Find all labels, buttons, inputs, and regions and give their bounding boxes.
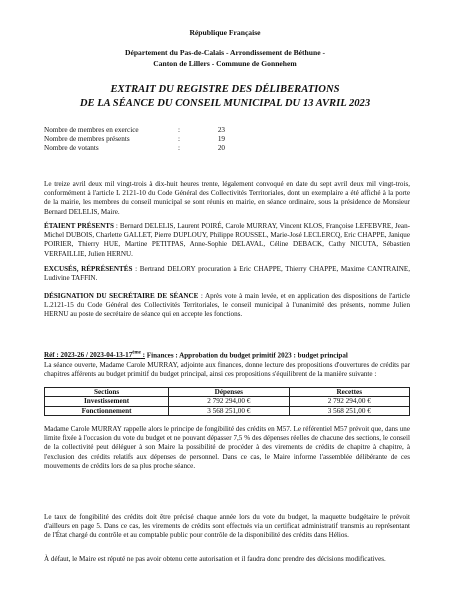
table-row bbox=[45, 406, 410, 415]
secretary-label: DÉSIGNATION DU SECRÉTAIRE DE SÉANCE bbox=[44, 292, 199, 300]
department-line-2: Canton de Lillers - Commune de Gonnehem bbox=[153, 58, 297, 68]
secretary-paragraph bbox=[44, 292, 410, 320]
table-header-cell: Dépenses bbox=[169, 388, 289, 397]
table-header-cell: Recettes bbox=[289, 388, 409, 397]
table-cell-section: Fonctionnement bbox=[45, 406, 169, 415]
department-line-1: Département du Pas-de-Calais - Arrondissement de Béthune - bbox=[124, 48, 326, 57]
stat-colon: : bbox=[178, 126, 180, 134]
stat-row bbox=[44, 135, 225, 144]
defaut-paragraph: À défaut, le Maire est réputé ne pas avoir obtenu cette autorisation et il faudra donc prendre des décisions modificatives. bbox=[44, 555, 386, 563]
stat-colon: : bbox=[178, 144, 180, 153]
table-cell-recettes: 2 792 294,00 € bbox=[289, 397, 409, 406]
presents-label: ÉTAIENT PRÉSENTS bbox=[44, 222, 114, 230]
budget-table bbox=[44, 387, 410, 416]
presents-paragraph bbox=[44, 222, 410, 259]
stat-value: 19 bbox=[217, 135, 225, 144]
department-header bbox=[0, 48, 450, 69]
stat-value: 23 bbox=[217, 126, 225, 134]
stat-row bbox=[44, 144, 225, 153]
reference-text: Finances : Approbation du budget primitif 2023 : budget principal bbox=[145, 351, 348, 360]
table-cell-depenses: 2 792 294,00 € bbox=[169, 397, 289, 406]
table-row bbox=[45, 397, 410, 406]
stat-label: Nombre de votants bbox=[44, 144, 99, 153]
excuses-text: : Bertrand DELORY procuration à Eric CHAPPE, Thierry CHAPPE, Maxime CANTRAINE, Ludivine TAFFIN. bbox=[44, 265, 410, 283]
stat-value: 20 bbox=[217, 144, 225, 153]
table-cell-section: Investissement bbox=[45, 397, 169, 406]
stat-label: Nombre de membres présents bbox=[44, 135, 130, 144]
reference-prefix: Réf : 2023-26 / 2023-04-13-17 bbox=[44, 351, 133, 360]
stat-colon: : bbox=[178, 135, 180, 144]
intro-paragraph: Le treize avril deux mil vingt-trois à dix-huit heures trente, légalement convoqué en date du sept avril deux mil vingt-trois, conformément à l'article L 2121-10 du Code Général des Collectivités Territoriales, dont un exemplaire a été affiché à la porte de la mairie, les membres du conseil municipal se sont réunis en mairie, en séance ordinaire, sous la présidence de Monsieur Bernard DELELIS, Maire. bbox=[44, 180, 410, 216]
stat-label: Nombre de membres en exercice bbox=[44, 126, 139, 134]
reference-sup: ème bbox=[132, 351, 141, 356]
excuses-label: EXCUSÉS, RÉPRÉSENTÉS bbox=[44, 265, 133, 273]
stat-row bbox=[44, 126, 225, 135]
table-cell-depenses: 3 568 251,00 € bbox=[169, 406, 289, 415]
table-header-row bbox=[45, 388, 410, 397]
fongibilite-paragraph: Madame Carole MURRAY rappelle alors le principe de fongibilité des crédits en M57. Le référentiel M57 prévoit que, dans une limite fixée à l'occasion du vote du budget et ne pouvant dépasser 7,5 % des dépenses réelles de chacune des sections, le conseil de la collectivité peut déléguer à son Maire la possibilité de procéder à des virements de crédits de chapitre à chapitre, à l'exclusion des crédits relatifs aux dépenses de personnel. Dans ce cas, le Maire informe l'assemblée délibérante de ces mouvements de crédits lors de sa plus proche séance. bbox=[44, 425, 410, 470]
excuses-paragraph bbox=[44, 265, 410, 283]
member-stats bbox=[44, 126, 225, 154]
title-line-1: EXTRAIT DU REGISTRE DES DÉLIBERATIONS bbox=[110, 84, 340, 95]
taux-paragraph: Le taux de fongibilité des crédits doit être précisé chaque année lors du vote du budget, la maquette budgétaire le prévoit d'ailleurs en page 5. Dans ce cas, les virements de crédits sont effectués via un certificat administratif transmis au représentant de l'État chargé du contrôle et au comptable public pour contrôle de la disponibilité des crédits dans Hélios. bbox=[44, 513, 410, 540]
table-header-cell: Sections bbox=[45, 388, 169, 397]
title-line-2: DE LA SÉANCE DU CONSEIL MUNICIPAL DU 13 AVRIL 2023 bbox=[79, 98, 371, 109]
republic-header: République Française bbox=[189, 28, 261, 37]
secretary-text: : Après vote à main levée, et en application des dispositions de l'article L.2121-15 du Code Général des Collectivités Territoriales, le conseil municipal à l'unanimité des présents, nomme Julien HERNU au poste de secrétaire de séance qui en accepte les fonctions. bbox=[44, 292, 410, 319]
reference-suffix: : bbox=[140, 351, 146, 360]
reference-label bbox=[44, 351, 145, 359]
table-cell-recettes: 3 568 251,00 € bbox=[289, 406, 409, 415]
reference-line bbox=[44, 349, 410, 361]
seance-paragraph: La séance ouverte, Madame Carole MURRAY, adjointe aux finances, donne lecture des propositions d'ouvertures de crédits par chapitres afférents au budget primitif du budget principal, ainsi ces propositions s'équilibrent de la manière suivante : bbox=[44, 361, 410, 379]
document-title bbox=[0, 83, 450, 111]
presents-text: : Bernard DELELIS, Laurent POIRÉ, Carole MURRAY, Vincent KLOS, Françoise LEFEBVRE, Jean-Michel DUBOIS, Charlette GALLET, Pierre DUPLOUY, Philippe ROUSSEL, Marie-José LECLERCQ, Eric CHAPPE, Janique POIRIER, Thierry HUE, Martine PETITPAS, Anne-Sophie DELAVAL, Céline DEBACK, Cathy NICUTA, Sébastien VERFAILLIE, Julien HERNU. bbox=[44, 222, 410, 258]
